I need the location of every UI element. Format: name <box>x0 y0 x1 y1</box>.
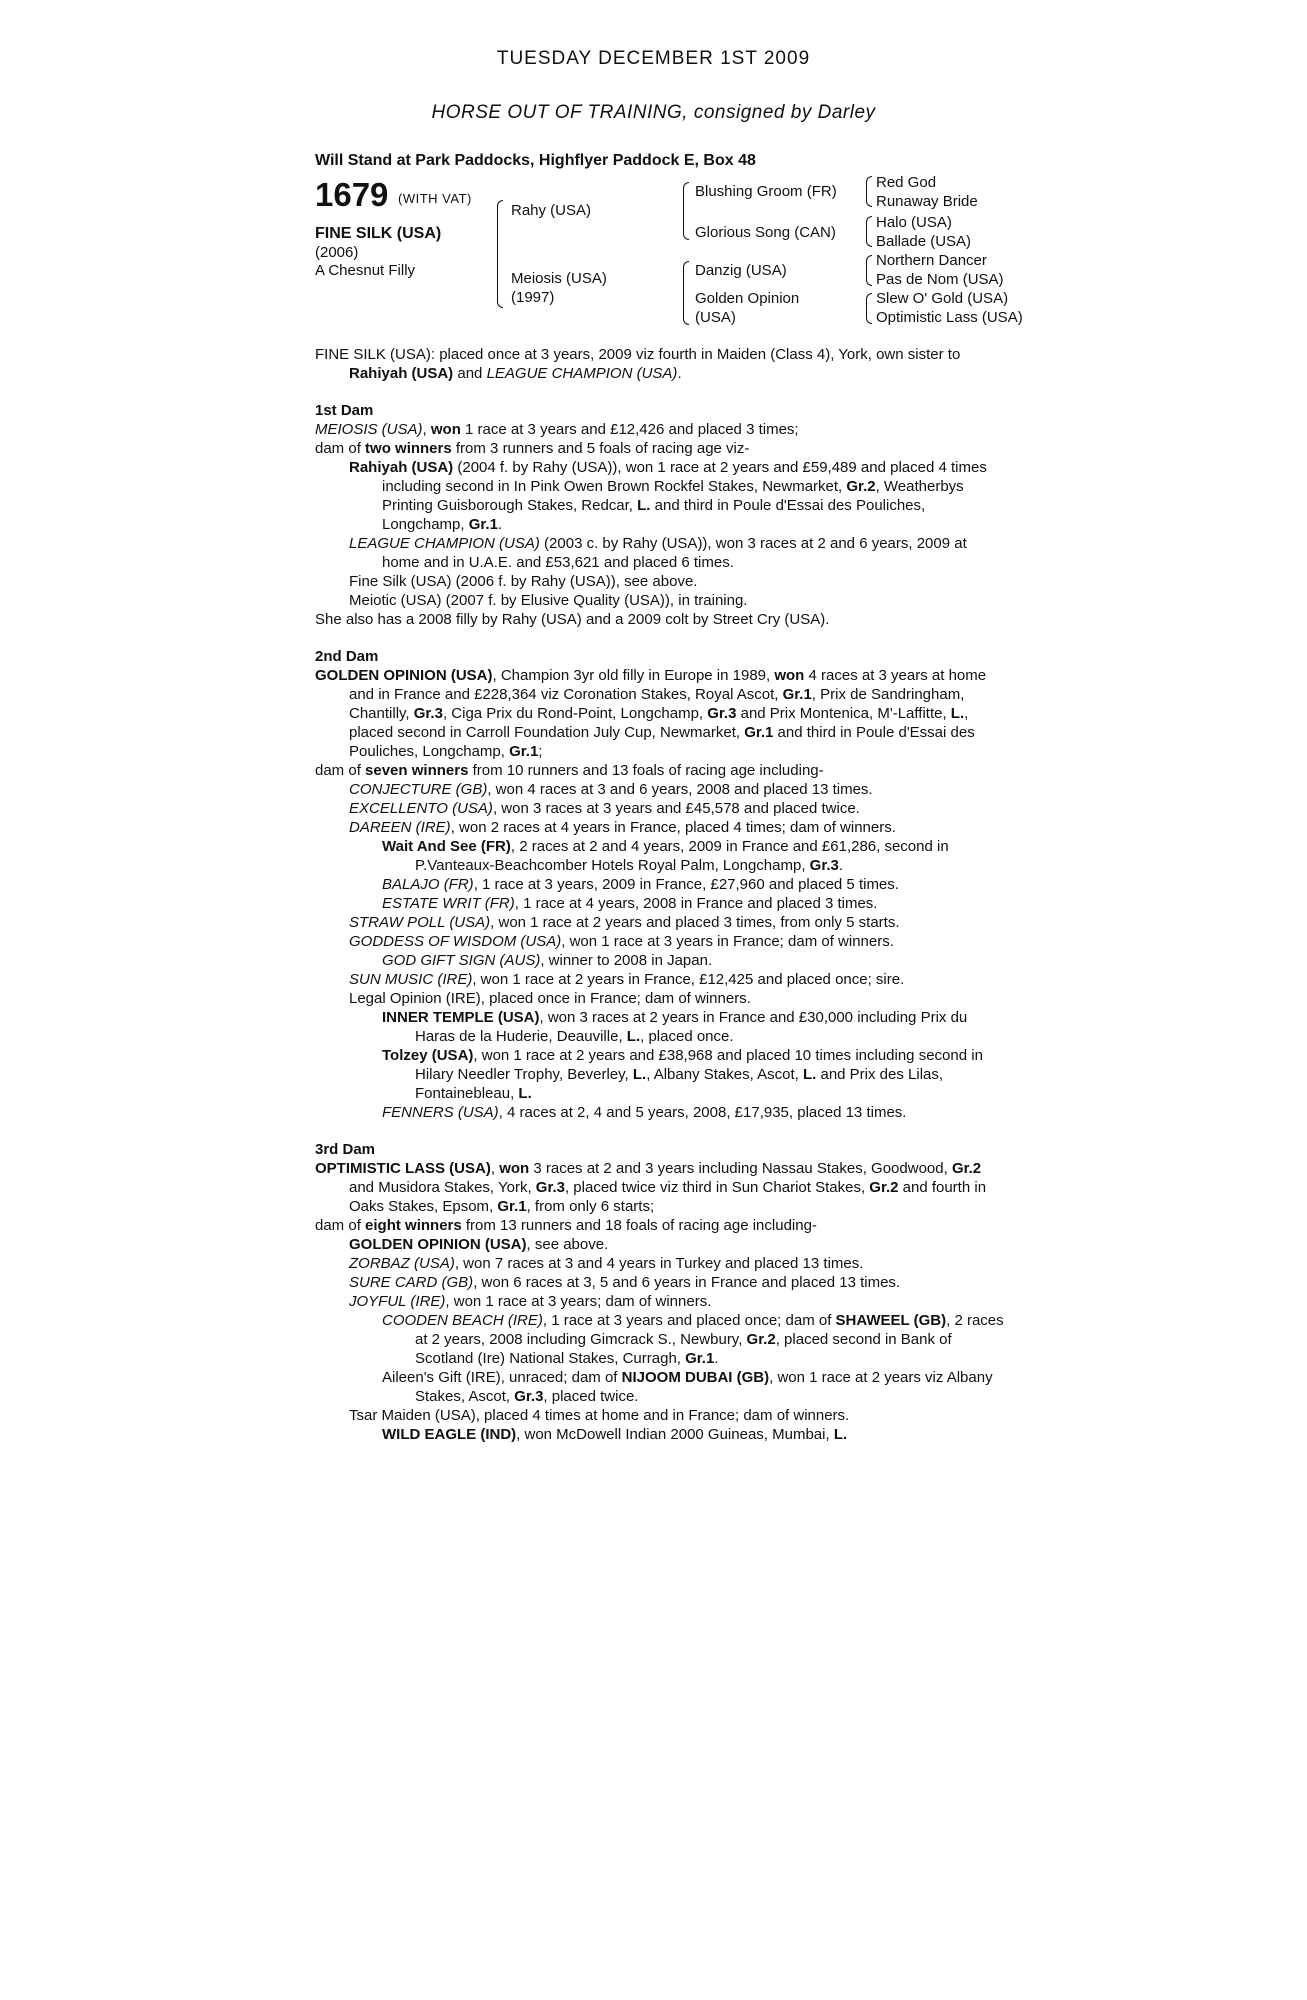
third-dam-line: OPTIMISTIC LASS (USA), won 3 races at 2 and 3 years including Nassau Stakes, Goodwood, Gr.2 and Musidora Stakes, York, Gr.3, placed twice viz third in Sun Chariot Stakes, Gr.2 and fourth in Oaks Stakes, Epsom, Gr.1, from only 6 starts; <box>315 1160 987 1215</box>
produce-wait-and-see: Wait And See (FR), 2 races at 2 and 4 years, 2009 in France and £61,286, second in P.Vanteaux-Beachcomber Hotels Royal Palm, Longchamp, Gr.3. <box>382 838 949 874</box>
consignment-line: HORSE OUT OF TRAINING, consigned by Darley <box>431 102 876 123</box>
produce-sure-card: SURE CARD (GB), won 6 races at 3, 5 and 6 years in France and placed 13 times. <box>349 1274 901 1291</box>
produce-meiotic: Meiotic (USA) (2007 f. by Elusive Quality (USA)), in training. <box>349 592 748 609</box>
produce-conjecture: CONJECTURE (GB), won 4 races at 3 and 6 years, 2008 and placed 13 times. <box>349 781 873 798</box>
produce-god-gift-sign: GOD GIFT SIGN (AUS), winner to 2008 in Japan. <box>382 952 713 969</box>
ancestor-1: Red God <box>876 174 937 191</box>
produce-tsar-maiden: Tsar Maiden (USA), placed 4 times at home and in France; dam of winners. <box>349 1407 850 1424</box>
pedigree-brace-dam <box>683 261 689 325</box>
first-dam-produce-summary: dam of two winners from 3 runners and 5 foals of racing age viz- <box>315 440 750 457</box>
catalogue-text <box>315 345 1005 1444</box>
produce-inner-temple: INNER TEMPLE (USA), won 3 races at 2 years in France and £30,000 including Prix du Haras de la Huderie, Deauville, L., placed once. <box>382 1009 968 1045</box>
produce-aileens-gift: Aileen's Gift (IRE), unraced; dam of NIJOOM DUBAI (GB), won 1 race at 2 years viz Albany Stakes, Ascot, Gr.3, placed twice. <box>382 1369 993 1405</box>
produce-sun-music: SUN MUSIC (IRE), won 1 race at 2 years in France, £12,425 and placed once; sire. <box>349 971 905 988</box>
pedigree-brace-g4 <box>866 293 872 324</box>
sire-dam: Glorious Song (CAN) <box>695 224 836 241</box>
third-dam-produce-summary: dam of eight winners from 13 runners and 18 foals of racing age including- <box>315 1217 817 1234</box>
produce-straw-poll: STRAW POLL (USA), won 1 race at 2 years and placed 3 times, from only 5 starts. <box>349 914 900 931</box>
horse-description: A Chesnut Filly <box>315 262 416 279</box>
produce-excellento: EXCELLENTO (USA), won 3 races at 3 years and £45,578 and placed twice. <box>349 800 860 817</box>
produce-rahiyah: Rahiyah (USA) (2004 f. by Rahy (USA)), won 1 race at 2 years and £59,489 and placed 4 times including second in In Pink Owen Brown Rockfel Stakes, Newmarket, Gr.2, Weatherbys Printing Guisborough Stakes, Redcar, L. and third in Poule d'Essai des Pouliches, Longchamp, Gr.1. <box>349 459 987 533</box>
sale-date: TUESDAY DECEMBER 1ST 2009 <box>496 48 811 69</box>
produce-balajo: BALAJO (FR), 1 race at 3 years, 2009 in France, £27,960 and placed 5 times. <box>382 876 899 893</box>
stand-location: Will Stand at Park Paddocks, Highflyer Paddock E, Box 48 <box>315 152 756 169</box>
produce-cooden-beach: COODEN BEACH (IRE), 1 race at 3 years and placed once; dam of SHAWEEL (GB), 2 races at 2 years, 2008 including Gimcrack S., Newbury, Gr.2, placed second in Bank of Scotland (Ire) National Stakes, Curragh, Gr.1. <box>382 1312 1004 1367</box>
second-dam-heading: 2nd Dam <box>315 648 379 665</box>
ancestor-6: Pas de Nom (USA) <box>876 271 1004 288</box>
first-dam-note: She also has a 2008 filly by Rahy (USA) and a 2009 colt by Street Cry (USA). <box>315 611 830 628</box>
first-dam-line: MEIOSIS (USA), won 1 race at 3 years and £12,426 and placed 3 times; <box>315 421 799 438</box>
produce-golden-opinion: GOLDEN OPINION (USA), see above. <box>349 1236 609 1253</box>
pedigree-brace-g1 <box>866 176 872 207</box>
ancestor-5: Northern Dancer <box>876 252 987 269</box>
intro-paragraph: FINE SILK (USA): placed once at 3 years, 2009 viz fourth in Maiden (Class 4), York, own sister to Rahiyah (USA) and LEAGUE CHAMPION (USA). <box>315 346 961 382</box>
produce-estate-writ: ESTATE WRIT (FR), 1 race at 4 years, 2008 in France and placed 3 times. <box>382 895 878 912</box>
second-dam-produce-summary: dam of seven winners from 10 runners and 13 foals of racing age including- <box>315 762 824 779</box>
dam: Meiosis (USA) <box>511 270 607 287</box>
produce-fine-silk: Fine Silk (USA) (2006 f. by Rahy (USA)), see above. <box>349 573 698 590</box>
produce-joyful: JOYFUL (IRE), won 1 race at 3 years; dam of winners. <box>349 1293 712 1310</box>
horse-name: FINE SILK (USA) <box>315 225 442 242</box>
pedigree-brace-g3 <box>866 255 872 286</box>
sire-sire: Blushing Groom (FR) <box>695 183 837 200</box>
produce-league-champion: LEAGUE CHAMPION (USA) (2003 c. by Rahy (USA)), won 3 races at 2 and 6 years, 2009 at home and in U.A.E. and £53,621 and placed 6 times. <box>349 535 967 571</box>
ancestor-7: Slew O' Gold (USA) <box>876 290 1009 307</box>
produce-legal-opinion: Legal Opinion (IRE), placed once in France; dam of winners. <box>349 990 751 1007</box>
produce-dareen: DAREEN (IRE), won 2 races at 4 years in France, placed 4 times; dam of winners. <box>349 819 896 836</box>
pedigree-brace-sire <box>683 182 689 240</box>
sire: Rahy (USA) <box>511 202 592 219</box>
ancestor-4: Ballade (USA) <box>876 233 972 250</box>
third-dam-heading: 3rd Dam <box>315 1141 376 1158</box>
produce-zorbaz: ZORBAZ (USA), won 7 races at 3 and 4 years in Turkey and placed 13 times. <box>349 1255 864 1272</box>
pedigree-brace-gen1 <box>497 200 503 308</box>
produce-wild-eagle: WILD EAGLE (IND), won McDowell Indian 2000 Guineas, Mumbai, L. <box>382 1426 848 1443</box>
ancestor-8: Optimistic Lass (USA) <box>876 309 1023 326</box>
ancestor-3: Halo (USA) <box>876 214 952 231</box>
dam-dam: Golden Opinion <box>695 290 800 307</box>
second-dam-line: GOLDEN OPINION (USA), Champion 3yr old filly in Europe in 1989, won 4 races at 3 years at home and in France and £228,364 viz Coronation Stakes, Royal Ascot, Gr.1, Prix de Sandringham, Chantilly, Gr.3, Ciga Prix du Rond-Point, Longchamp, Gr.3 and Prix Montenica, M'-Laffitte, L., placed second in Carroll Foundation July Cup, Newmarket, Gr.1 and third in Poule d'Essai des Pouliches, Longchamp, Gr.1; <box>315 667 987 760</box>
pedigree-brace-g2 <box>866 216 872 247</box>
ancestor-2: Runaway Bride <box>876 193 978 210</box>
produce-tolzey: Tolzey (USA), won 1 race at 2 years and £38,968 and placed 10 times including second in Hilary Needler Trophy, Beverley, L., Albany Stakes, Ascot, L. and Prix des Lilas, Fontainebleau, L. <box>382 1047 983 1102</box>
produce-goddess-of-wisdom: GODDESS OF WISDOM (USA), won 1 race at 3 years in France; dam of winners. <box>349 933 894 950</box>
dam-sire: Danzig (USA) <box>695 262 787 279</box>
produce-fenners: FENNERS (USA), 4 races at 2, 4 and 5 years, 2008, £17,935, placed 13 times. <box>382 1104 907 1121</box>
dam-dam-suffix: (USA) <box>695 309 736 326</box>
foaling-year: (2006) <box>315 244 359 261</box>
first-dam-heading: 1st Dam <box>315 402 374 419</box>
dam-year: (1997) <box>511 289 555 306</box>
lot-number: 1679 <box>315 176 389 213</box>
vat-note: (WITH VAT) <box>398 191 472 206</box>
